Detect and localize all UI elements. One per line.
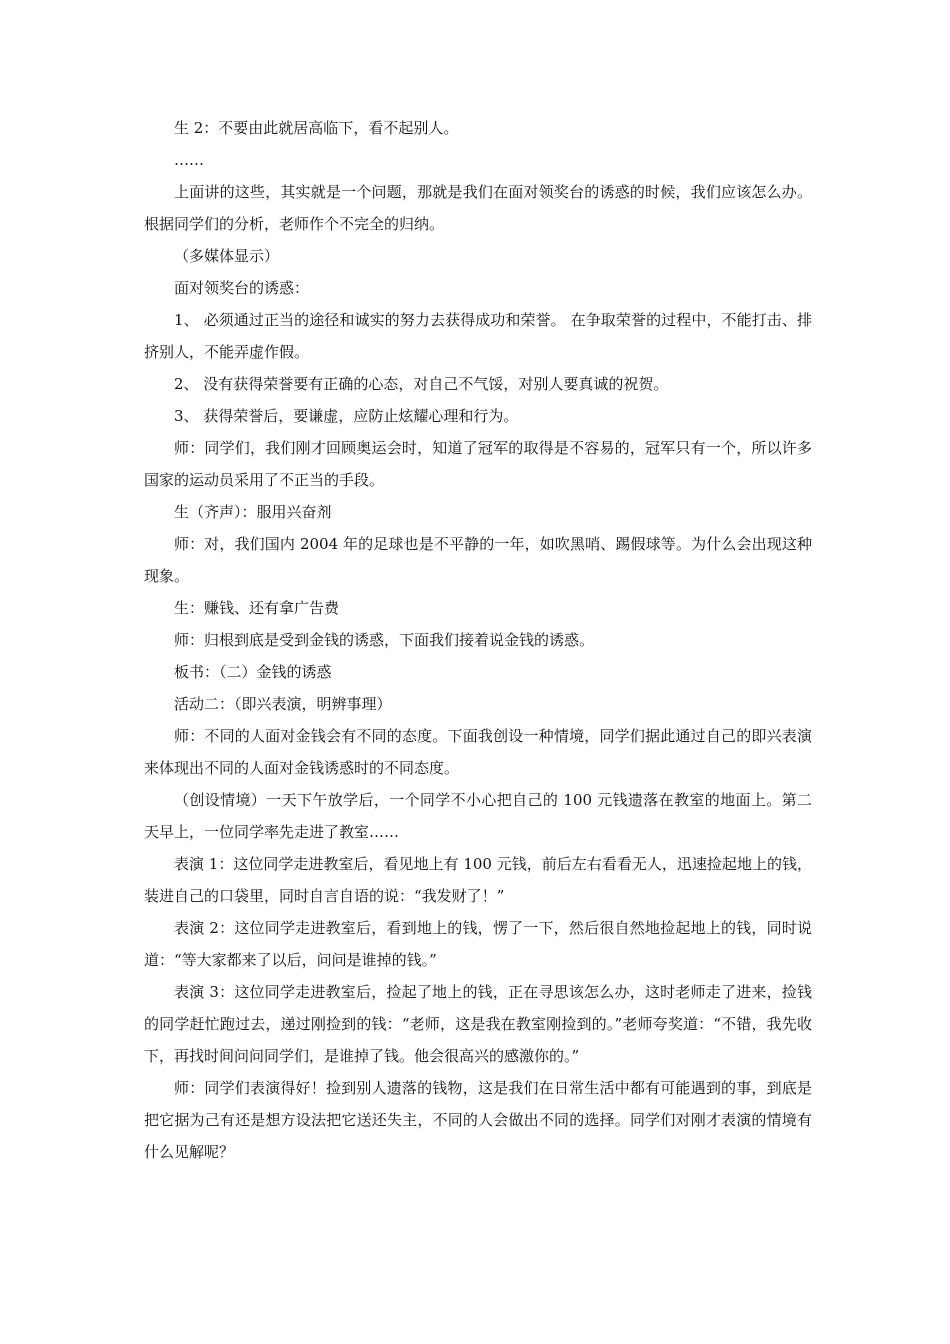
- paragraph-performance-2: 表演 2：这位同学走进教室后，看到地上的钱，愣了一下，然后很自然地捡起地上的钱，同时说道：“等大家都来了以后，问问是谁掉的钱。”: [144, 919, 812, 969]
- paragraph-multimedia-note: （多媒体显示）: [174, 247, 280, 265]
- paragraph-activity-two: 活动二：（即兴表演，明辨事理）: [174, 695, 392, 713]
- document-body: [144, 112, 812, 1168]
- paragraph-teacher-olympics: 师：同学们，我们刚才回顾奥运会时，知道了冠军的取得是不容易的，冠军只有一个，所以许多国家的运动员采用了不正当的手段。: [144, 439, 812, 489]
- paragraph-board-note: 板书：（二）金钱的诱惑: [174, 663, 332, 681]
- paragraph-list-heading: 面对领奖台的诱惑：: [174, 279, 310, 297]
- paragraph-teacher-football: 师：对，我们国内 2004 年的足球也是不平静的一年，如吹黑哨、踢假球等。为什么会出现这种现象。: [144, 535, 812, 585]
- list-item-2: 2、 没有获得荣誉要有正确的心态，对自己不气馁，对别人要真诚的祝贺。: [174, 375, 669, 393]
- paragraph-student2-reply: 生 2：不要由此就居高临下，看不起别人。: [174, 119, 459, 137]
- paragraph-teacher-scenario-intro: 师：不同的人面对金钱会有不同的态度。下面我创设一种情境，同学们据此通过自己的即兴表演来体现出不同的人面对金钱诱惑时的不同态度。: [144, 727, 812, 777]
- list-item-3: 3、 获得荣誉后，要谦虚，应防止炫耀心理和行为。: [174, 407, 519, 425]
- paragraph-teacher-discussion: 师：同学们表演得好！捡到别人遗落的钱物，这是我们在日常生活中都有可能遇到的事，到底是把它据为己有还是想方设法把它送还失主，不同的人会做出不同的选择。同学们对刚才表演的情境有什么见解呢？: [144, 1079, 812, 1161]
- paragraph-scenario: （创设情境）一天下午放学后，一个同学不小心把自己的 100 元钱遗落在教室的地面上。第二天早上，一位同学率先走进了教室……: [144, 791, 812, 841]
- paragraph-teacher-money-temptation: 师：归根到底是受到金钱的诱惑，下面我们接着说金钱的诱惑。: [174, 631, 595, 649]
- paragraph-performance-3: 表演 3：这位同学走进教室后，捡起了地上的钱，正在寻思该怎么办，这时老师走了进来，捡钱的同学赶忙跑过去，递过刚捡到的钱：“老师，这是我在教室刚捡到的。”老师夸奖道：“不错，我先收下，再找时间问问同学们，是谁掉了钱。他会很高兴的感激你的。”: [144, 983, 812, 1065]
- paragraph-students-chorus: 生（齐声）：服用兴奋剂: [174, 503, 332, 521]
- paragraph-summary-intro: 上面讲的这些，其实就是一个问题，那就是我们在面对领奖台的诱惑的时候，我们应该怎么办。根据同学们的分析，老师作个不完全的归纳。: [144, 183, 812, 233]
- paragraph-student-money: 生：赚钱、还有拿广告费: [174, 599, 340, 617]
- paragraph-performance-1: 表演 1：这位同学走进教室后，看见地上有 100 元钱，前后左右看看无人，迅速捡起地上的钱，装进自己的口袋里，同时自言自语的说：“我发财了！”: [144, 855, 812, 905]
- paragraph-ellipsis: ……: [174, 151, 204, 169]
- list-item-1: 1、 必须通过正当的途径和诚实的努力去获得成功和荣誉。 在争取荣誉的过程中，不能打击、排挤别人，不能弄虚作假。: [144, 311, 812, 361]
